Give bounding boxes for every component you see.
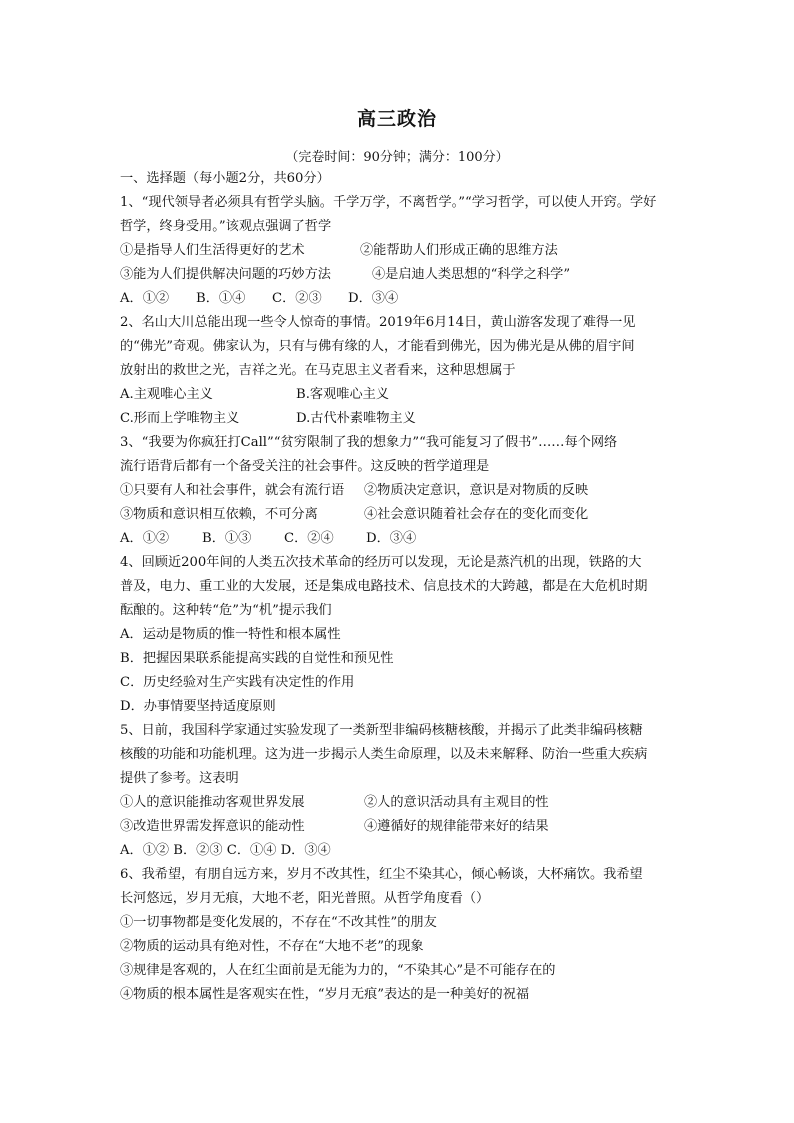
q3-option: ②物质决定意识，意识是对物质的反映 [364,483,589,498]
q4-stem-line: 普及，电力、重工业的大发展，还是集成电路技术、信息技术的大跨越，都是在大危机时期 [120,579,648,594]
exam-duration-note: （完卷时间：90分钟；满分：100分） [285,150,509,165]
q1-choice: D．③④ [348,291,399,306]
q3-option: ③物质和意识相互依赖，不可分离 [120,507,318,522]
q4-choice: C．历史经验对生产实践有决定性的作用 [120,675,355,690]
q2-choice: B.客观唯心主义 [296,387,390,402]
q4-choice: D．办事情要坚持适度原则 [120,699,276,714]
q6-option: ④物质的根本属性是客观实在性，“岁月无痕”表达的是一种美好的祝福 [120,987,530,1002]
q3-option: ①只要有人和社会事件，就会有流行语 [120,483,345,498]
q2-stem-line: 放射出的救世之光，吉祥之光。在马克思主义者看来，这种思想属于 [120,363,516,378]
q3-choice: A．①② [120,531,170,546]
q1-option: ③能为人们提供解决问题的巧妙方法 [120,267,331,282]
q3-choice: D．③④ [366,531,417,546]
q2-choice: C.形而上学唯物主义 [120,411,240,426]
q6-option: ①一切事物都是变化发展的，不存在“不改其性”的朋友 [120,915,437,930]
q3-stem-line: 3、“我要为你疯狂打Call”“贫穷限制了我的想象力”“我可能复习了假书”……每个网络 [120,435,618,450]
q1-stem-line: 哲学，终身受用。”该观点强调了哲学 [120,219,332,234]
q6-stem-line: 6、我希望，有朋自远方来，岁月不改其性，红尘不染其心，倾心畅谈，大杯痛饮。我希望 [120,867,643,882]
page-title: 高三政治 [356,108,437,130]
q6-stem-line: 长河悠远，岁月无痕，大地不老，阳光普照。从哲学角度看（） [120,891,490,906]
q5-option: ①人的意识能推动客观世界发展 [120,795,305,810]
q1-choice: A．①② [120,291,170,306]
q1-option: ②能帮助人们形成正确的思维方法 [360,243,558,258]
q2-choice: D.古代朴素唯物主义 [296,411,416,426]
q1-choice: B．①④ [196,291,246,306]
q1-option: ①是指导人们生活得更好的艺术 [120,243,305,258]
q2-stem-line: 的“佛光”奇观。佛家认为，只有与佛有缘的人，才能看到佛光，因为佛光是从佛的眉宇间 [120,339,635,354]
q3-choice: C．②④ [284,531,334,546]
q2-stem-line: 2、名山大川总能出现一些令人惊奇的事情。2019年6月14日，黄山游客发现了难得一见 [120,315,636,330]
q4-choice: A．运动是物质的惟一特性和根本属性 [120,627,341,642]
q3-choice: B．①③ [202,531,252,546]
q3-stem-line: 流行语背后都有一个备受关注的社会事件。这反映的哲学道理是 [120,459,490,474]
q3-option: ④社会意识随着社会存在的变化而变化 [364,507,589,522]
q4-choice: B．把握因果联系能提高实践的自觉性和预见性 [120,651,394,666]
q1-option: ④是启迪人类思想的“科学之科学” [372,267,571,282]
q5-option: ④遵循好的规律能带来好的结果 [364,819,549,834]
q6-option: ③规律是客观的，人在红尘面前是无能为力的，“不染其心”是不可能存在的 [120,963,556,978]
q5-option: ③改造世界需发挥意识的能动性 [120,819,305,834]
q4-stem-line: 酝酿的。这种转“危”为“机”提示我们 [120,603,332,618]
q5-choices-row: A．①② B．②③ C．①④ D．③④ [120,843,331,858]
q1-stem-line: 1、“现代领导者必须具有哲学头脑。千学万学，不离哲学。”“学习哲学，可以使人开窍。学好 [120,195,657,210]
q2-choice: A.主观唯心主义 [120,387,213,402]
q6-option: ②物质的运动具有绝对性，不存在“大地不老”的现象 [120,939,424,954]
q4-stem-line: 4、回顾近200年间的人类五次技术革命的经历可以发现，无论是蒸汽机的出现，铁路的大 [120,555,642,570]
q1-choice: C．②③ [272,291,322,306]
section-heading: 一、选择题（每小题2分，共60分） [120,171,330,186]
q5-stem-line: 核酸的功能和功能机理。这为进一步揭示人类生命原理，以及未来解释、防治一些重大疾病 [120,747,648,762]
q5-option: ②人的意识活动具有主观目的性 [364,795,549,810]
q5-stem-line: 5、日前，我国科学家通过实验发现了一类新型非编码核糖核酸，并揭示了此类非编码核糖 [120,723,643,738]
q5-stem-line: 提供了参考。这表明 [120,771,239,786]
